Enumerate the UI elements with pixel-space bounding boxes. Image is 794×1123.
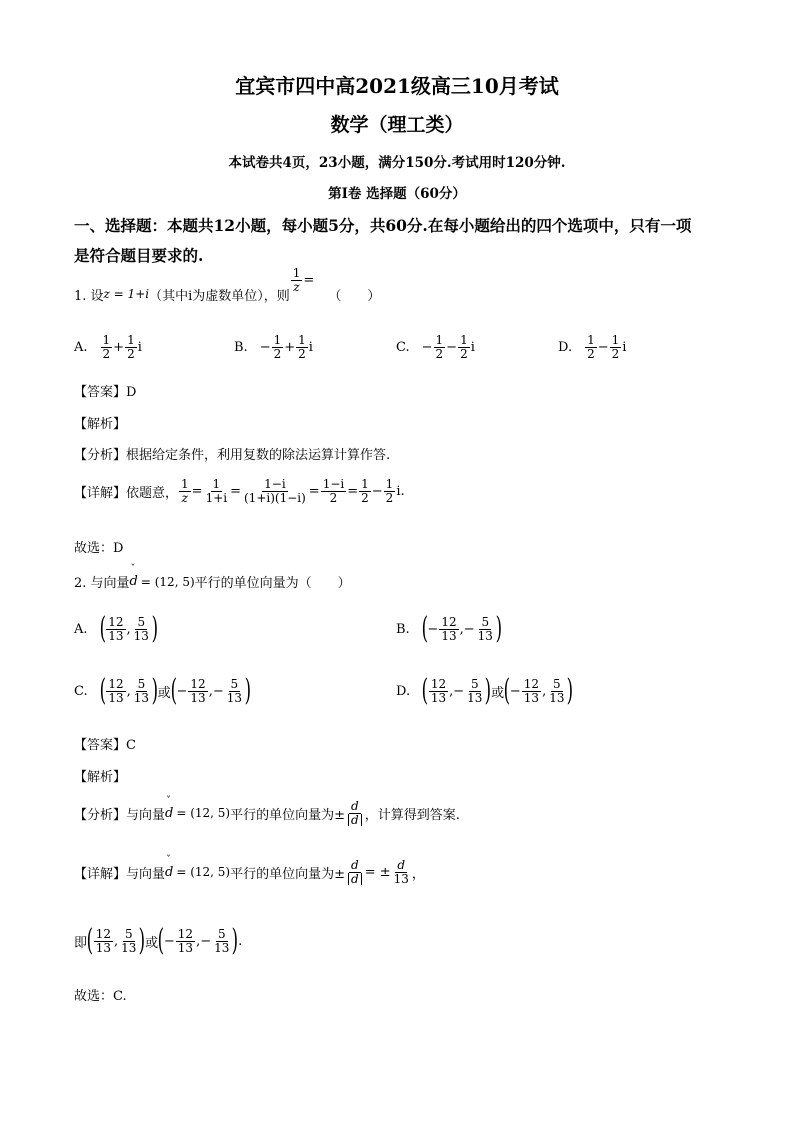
q1-conclusion: 故选：D bbox=[74, 541, 124, 556]
q1-answer: 【答案】D bbox=[74, 385, 137, 400]
section-heading-line1: 一、选择题：本题共12小题，每小题5分，共60分.在每小题给出的四个选项中，只有一项 bbox=[74, 216, 692, 235]
question-1-stem: 1. 设 z = 1+i （其中i为虚数单位），则 $\frac{1}{z}$ = （ ） bbox=[74, 266, 381, 304]
exam-info: 本试卷共4页，23小题，满分150分.考试用时120分钟. bbox=[228, 155, 566, 171]
question-2-stem: 2. 与向量 ˇ d = (12, 5) 平行的单位向量为（ ） bbox=[74, 572, 351, 591]
q2-conclusion: 故选：C. bbox=[74, 989, 127, 1004]
q2-result: 即 ( $\frac{12}{13}$ , $\frac{5}{13}$ ) 或 ( − $\frac{12}{13}$ , − $\frac{5}{13}$ ) . bbox=[74, 923, 243, 958]
q1-option-d[interactable]: D. $\frac{1}{2}$ − $\frac{1}{2}$ i bbox=[558, 333, 627, 361]
q1-ask-fraction: $\frac{1}{z}$ bbox=[292, 266, 301, 294]
q2-detail: 【详解】与向量 ˇ d = (12, 5) 平行的单位向量为± $\frac{d}{d}$ = ± $\frac{d}{13}$ ， bbox=[74, 859, 425, 885]
q1-option-b[interactable]: B. − $\frac{1}{2}$ + $\frac{1}{2}$ i bbox=[234, 333, 313, 361]
q1-analysis: 【分析】根据给定条件，利用复数的除法运算计算作答. bbox=[74, 448, 391, 463]
q2-answer: 【答案】C bbox=[74, 738, 136, 753]
q2-option-c[interactable]: C. ( $\frac{12}{13}$ , $\frac{5}{13}$ ) 或 ( − $\frac{12}{13}$ , − $\frac{5}{13}$ ) bbox=[74, 673, 252, 708]
q1-analysis-heading: 【解析】 bbox=[74, 417, 127, 432]
q1-option-c[interactable]: C. − $\frac{1}{2}$ − $\frac{1}{2}$ i bbox=[396, 333, 475, 361]
q2-option-d[interactable]: D. ( $\frac{12}{13}$ , − $\frac{5}{13}$ ) 或 ( − $\frac{12}{13}$ , $\frac{5}{13}$ ) bbox=[396, 673, 574, 708]
q2-option-b[interactable]: B. ( − $\frac{12}{13}$ , − $\frac{5}{13}$ ) bbox=[396, 611, 503, 646]
exam-part: 第I卷 选择题（60分） bbox=[328, 186, 466, 202]
section-heading-line2: 是符合题目要求的. bbox=[74, 246, 204, 265]
q2-analysis-heading: 【解析】 bbox=[74, 770, 127, 785]
q1-condition: z = 1+i bbox=[103, 287, 150, 302]
exam-title: 宜宾市四中高2021级高三10月考试 bbox=[235, 74, 559, 98]
q1-option-a[interactable]: A. $\frac{1}{2}$ + $\frac{1}{2}$ i bbox=[74, 333, 142, 361]
exam-subject: 数学（理工类） bbox=[330, 114, 464, 136]
q2-analysis: 【分析】与向量 ˇ d = (12, 5) 平行的单位向量为± $\frac{d}{d}$ ，计算得到答案. bbox=[74, 800, 460, 826]
q2-option-a[interactable]: A. ( $\frac{12}{13}$ , $\frac{5}{13}$ ) bbox=[74, 611, 159, 646]
q1-detail: 【详解】依题意， $\frac{1}{z}$ = $\frac{1}{1+i}$ = $\frac{1-i}{(1+i)(1-i)}$ = $\frac{1-i}{2}$ = $\frac{1}{2}$ − $\frac{1}{2}$ i . bbox=[74, 477, 405, 505]
vector-d: ˇ d bbox=[130, 574, 138, 589]
